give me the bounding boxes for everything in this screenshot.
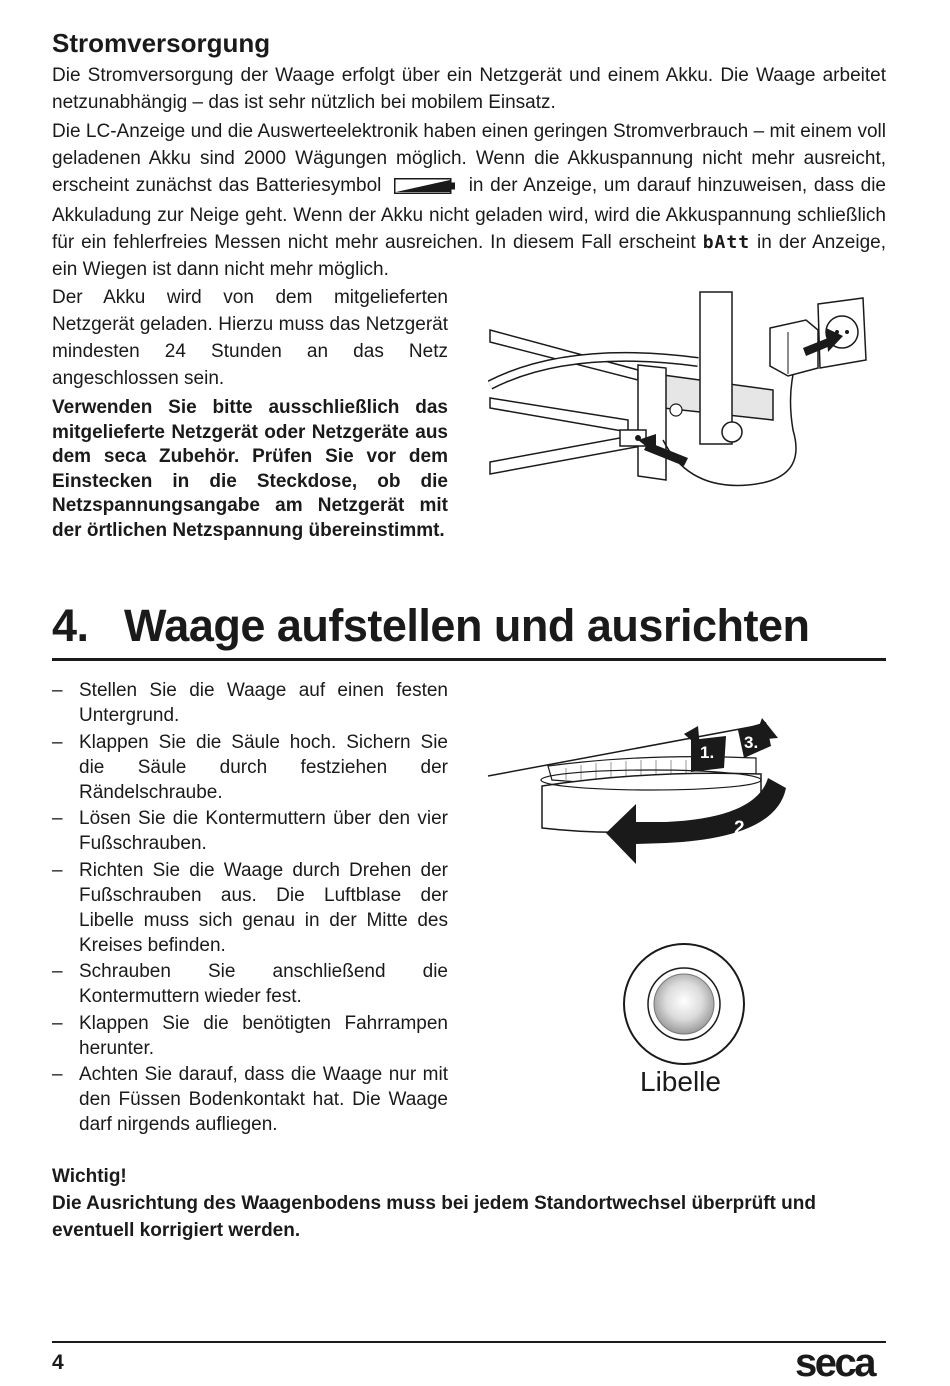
spirit-level-illustration — [622, 942, 746, 1066]
steps-list — [52, 678, 448, 1139]
step-text: Stellen Sie die Waage auf einen festen Untergrund. — [79, 680, 448, 726]
list-item — [52, 1062, 448, 1137]
arrow-label-1: 1. — [700, 743, 715, 762]
list-dash: – — [52, 1064, 63, 1085]
paragraph-charging: Der Akku wird von dem mitgelieferten Netzgerät geladen. Hierzu muss das Netzgerät mindesten 24 Stunden an das Netz angeschlossen sein. — [52, 287, 448, 389]
important-title: Wichtig! — [52, 1166, 127, 1187]
chapter-number: 4. — [52, 600, 89, 651]
chapter-divider — [52, 658, 886, 661]
arrow-label-3: 3. — [744, 733, 759, 752]
list-dash: – — [52, 808, 63, 829]
paragraph-power-consumption — [52, 118, 886, 283]
list-item — [52, 730, 448, 805]
paragraph-text-b: in der Anzeige, um darauf hinzuweisen, dass die Akkuladung zur Neige geht. Wenn der Akku nicht geladen wird, wird die Akkuspannung schließlich für ein fehlerfreies Messen nicht mehr ausreichen. In diesem Fall erscheint — [52, 175, 886, 253]
step-text: Schrauben Sie anschließend die Kontermuttern wieder fest. — [79, 961, 448, 1007]
step-text: Lösen Sie die Kontermuttern über den vier Fußschrauben. — [79, 808, 448, 854]
list-item — [52, 858, 448, 958]
warning-power-supply: Verwenden Sie bitte ausschließlich das mitgelieferte Netzgerät oder Netzgeräte aus dem seca Zubehör. Prüfen Sie vor dem Einstecken in die Steckdose, ob die Netzspannungsangabe am Netzgerät mit der örtlichen Netzspannung übereinstimmt. — [52, 397, 448, 541]
list-item — [52, 806, 448, 856]
spirit-level-caption: Libelle — [640, 1066, 721, 1097]
step-text: Richten Sie die Waage durch Drehen der Fußschrauben aus. Die Luftblase der Libelle muss sich genau in der Mitte des Kreises befinden. — [79, 859, 448, 956]
step-text: Klappen Sie die Säule hoch. Sichern Sie die Säule durch festziehen der Rändelschraube. — [79, 731, 448, 803]
list-dash: – — [52, 859, 63, 881]
list-dash: – — [52, 961, 63, 982]
step-text: Klappen Sie die benötigten Fahrrampen herunter. — [79, 1012, 448, 1059]
important-text: Die Ausrichtung des Waagenbodens muss bei jedem Standortwechsel überprüft und eventuell korrigiert werden. — [52, 1193, 816, 1241]
arrow-label-2: 2. — [734, 818, 750, 839]
list-item — [52, 678, 448, 728]
list-dash: – — [52, 680, 63, 701]
paragraph-text-c: in der Anzeige, ein Wiegen ist dann nicht mehr möglich. — [52, 232, 887, 280]
step-text: Achten Sie darauf, dass die Waage nur mit den Füssen Bodenkontakt hat. Die Waage darf nirgends aufliegen. — [79, 1064, 448, 1135]
list-dash: – — [52, 1012, 63, 1034]
foot-screw-illustration — [486, 718, 806, 870]
footer-divider — [52, 1341, 886, 1343]
chapter-title: Waage aufstellen und ausrichten — [124, 600, 810, 651]
list-item — [52, 1011, 448, 1061]
page-number: 4 — [52, 1351, 64, 1374]
power-supply-illustration — [488, 290, 888, 495]
chapter-heading — [52, 600, 809, 652]
paragraph-text-a: Die LC-Anzeige und die Auswerteelektronik haben einen geringen Stromverbrauch – mit einem voll geladenen Akku sind 2000 Wägungen möglich. Wenn die Akkuspannung nicht mehr ausreicht, erscheint zunächst das Batteriesymbol — [52, 121, 886, 196]
section-heading-power: Stromversorgung — [52, 28, 271, 58]
paragraph-power-intro: Die Stromversorgung der Waage erfolgt über ein Netzgerät und einem Akku. Die Waage arbeitet netzunabhängig – das ist sehr nützlich bei mobilem Einsatz. — [52, 65, 886, 113]
important-note — [52, 1163, 892, 1244]
list-item — [52, 959, 448, 1009]
battery-icon — [394, 175, 456, 202]
brand-logo: seca — [795, 1341, 874, 1385]
list-dash: – — [52, 731, 63, 753]
lcd-batt-indicator: bAtt — [702, 232, 751, 253]
